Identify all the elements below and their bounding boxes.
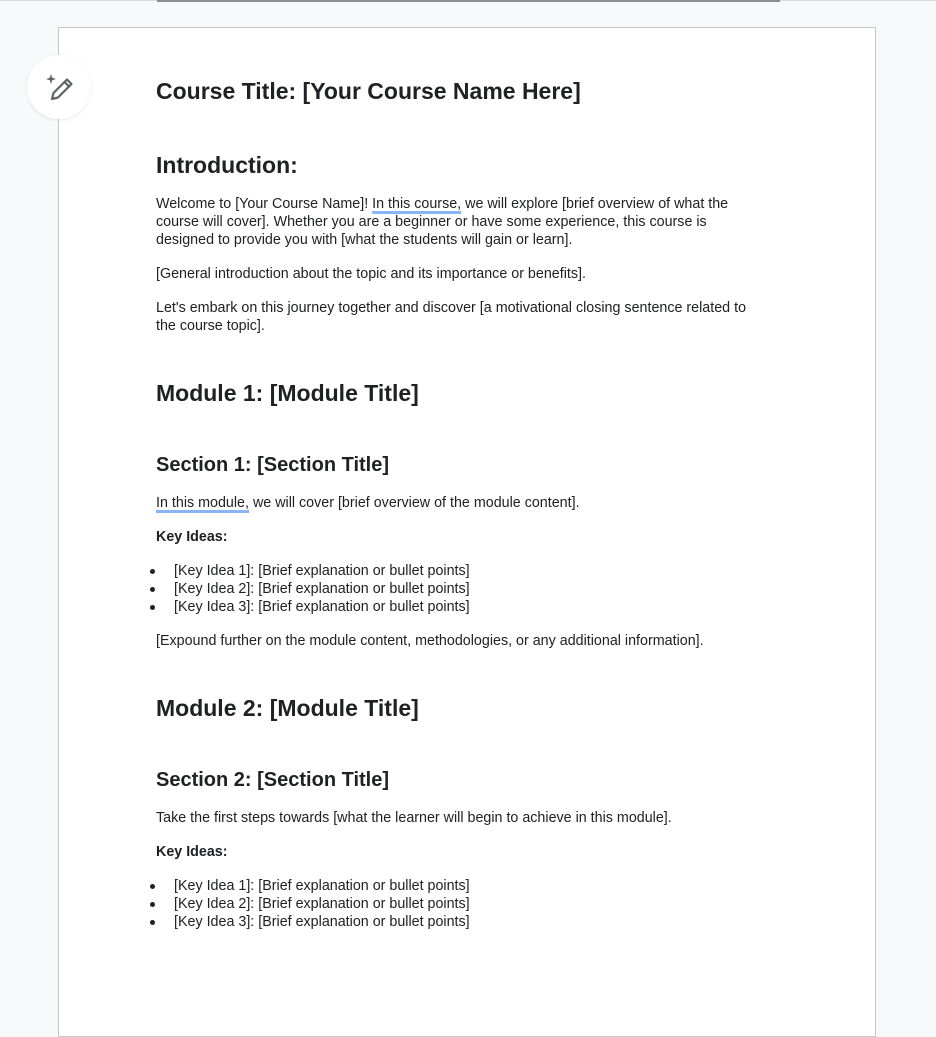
introduction-paragraph-3: Let's embark on this journey together and discover [a motivational closing sentence related to the course topic]. bbox=[156, 300, 747, 334]
bullet-icon bbox=[150, 884, 155, 889]
list-item bbox=[150, 877, 470, 895]
module-2-heading: Module 2: [Module Title] bbox=[156, 695, 419, 721]
introduction-heading: Introduction: bbox=[156, 152, 298, 178]
sparkle-pencil-icon bbox=[42, 70, 76, 104]
list-item bbox=[150, 895, 470, 913]
module-1-key-ideas-list bbox=[150, 562, 470, 616]
list-item-text: [Key Idea 1]: [Brief explanation or bullet points] bbox=[174, 563, 470, 579]
list-item-text: [Key Idea 3]: [Brief explanation or bullet points] bbox=[174, 599, 470, 615]
bullet-icon bbox=[150, 920, 155, 925]
list-item bbox=[150, 598, 470, 616]
module-2-key-ideas-list bbox=[150, 877, 470, 931]
module-1-intro bbox=[156, 494, 580, 512]
section-2-heading: Section 2: [Section Title] bbox=[156, 769, 389, 791]
module-1-closing: [Expound further on the module content, methodologies, or any additional information]. bbox=[156, 633, 704, 649]
course-title: Course Title: [Your Course Name Here] bbox=[156, 78, 581, 104]
bullet-icon bbox=[150, 569, 155, 574]
grammar-suggestion-in-this-course[interactable]: In this course, bbox=[372, 196, 462, 212]
ruler-edge bbox=[157, 0, 780, 2]
list-item-text: [Key Idea 2]: [Brief explanation or bullet points] bbox=[174, 581, 470, 597]
bullet-icon bbox=[150, 605, 155, 610]
ai-assist-button[interactable] bbox=[27, 55, 91, 119]
list-item bbox=[150, 580, 470, 598]
list-item-text: [Key Idea 3]: [Brief explanation or bullet points] bbox=[174, 914, 470, 930]
module-1-key-ideas-label: Key Ideas: bbox=[156, 529, 228, 545]
intro-overview-text: we will explore [brief overview of what the course will cover]. Whether you are a beginner or have some experience, this course is designed to provide you with [what the students will gain or learn]. bbox=[156, 196, 729, 248]
intro-welcome-text: Welcome to [Your Course Name]! bbox=[156, 196, 373, 212]
list-item-text: [Key Idea 1]: [Brief explanation or bullet points] bbox=[174, 878, 470, 894]
grammar-suggestion-in-this-module[interactable]: In this module, bbox=[156, 495, 249, 511]
introduction-paragraph-2: [General introduction about the topic and its importance or benefits]. bbox=[156, 266, 586, 282]
list-item bbox=[150, 913, 470, 931]
list-item-text: [Key Idea 2]: [Brief explanation or bullet points] bbox=[174, 896, 470, 912]
section-1-heading: Section 1: [Section Title] bbox=[156, 454, 389, 476]
module-1-intro-text: we will cover [brief overview of the module content]. bbox=[248, 495, 580, 511]
bullet-icon bbox=[150, 902, 155, 907]
introduction-paragraph-1 bbox=[156, 195, 768, 249]
module-1-heading: Module 1: [Module Title] bbox=[156, 380, 419, 406]
module-2-intro: Take the first steps towards [what the learner will begin to achieve in this module]. bbox=[156, 810, 672, 826]
module-2-key-ideas-label: Key Ideas: bbox=[156, 844, 228, 860]
bullet-icon bbox=[150, 587, 155, 592]
list-item bbox=[150, 562, 470, 580]
